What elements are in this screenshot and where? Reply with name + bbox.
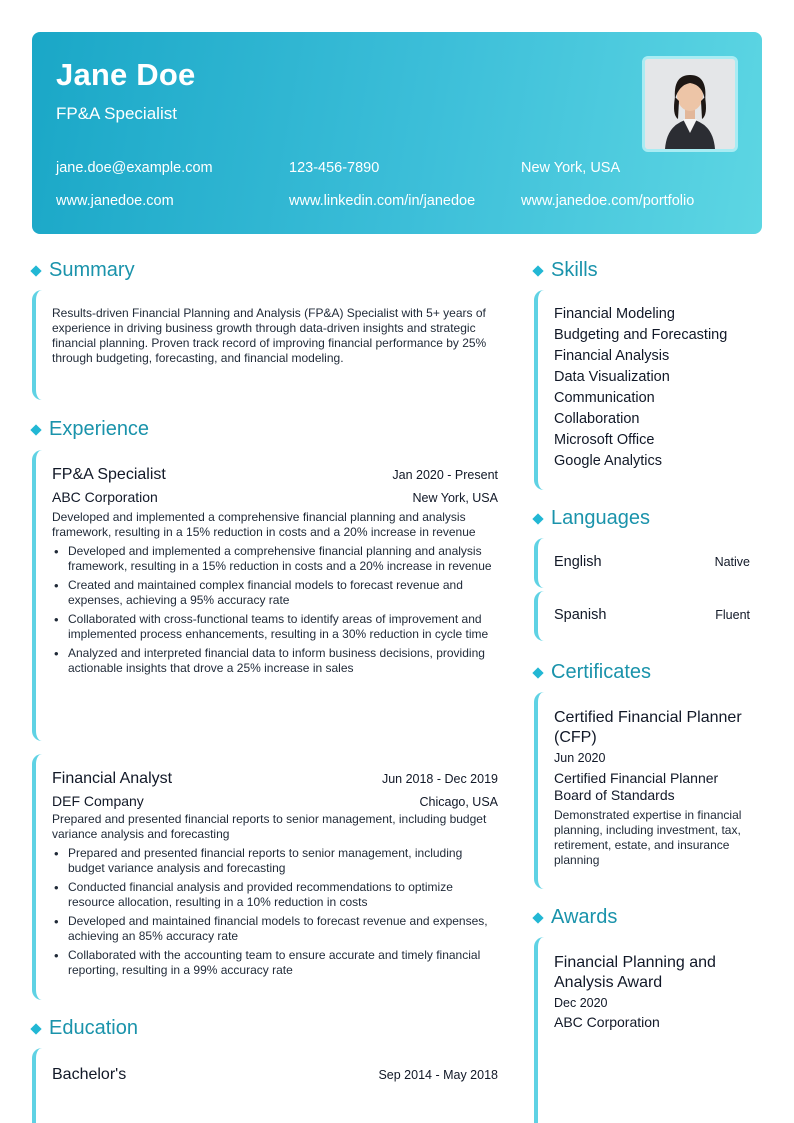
certificate-issuer: Certified Financial Planner Board of Standards <box>554 770 719 803</box>
summary-heading: Summary <box>32 259 135 282</box>
job-bullet: • Prepared and presented financial reports to senior management, including budget variance analysis and forecasting <box>52 846 498 876</box>
diamond-icon <box>30 424 41 435</box>
education-heading: Education <box>32 1017 138 1040</box>
skill-item: Collaboration <box>554 411 640 427</box>
skill-item: Google Analytics <box>554 453 663 469</box>
skill-item: Microsoft Office <box>554 432 655 448</box>
job-bullet: • Collaborated with the accounting team to ensure accurate and timely financial reporting, resulting in a 99% accuracy rate <box>52 948 498 978</box>
language-level: Native <box>714 555 750 569</box>
job-bullet: • Conducted financial analysis and provided recommendations to optimize resource allocation, resulting in a 10% reduction in costs <box>52 880 498 910</box>
linkedin-link[interactable]: www.linkedin.com/in/janedoe <box>289 193 476 209</box>
languages-heading: Languages <box>534 507 650 530</box>
job-bullet: • Developed and implemented a comprehensive financial planning and analysis framework, resulting in a 15% reduction in costs and a 20% increase in revenue <box>52 544 498 574</box>
profile-photo <box>642 56 738 152</box>
award-name: Financial Planning and Analysis Award <box>554 954 716 991</box>
skill-item: Financial Modeling <box>554 306 675 322</box>
certificate-item <box>534 692 762 889</box>
profile-photo-image <box>645 59 735 149</box>
company-name: ABC Corporation <box>52 489 158 505</box>
skills-heading: Skills <box>534 259 598 282</box>
language-name: English <box>554 554 602 570</box>
certificate-description: Demonstrated expertise in financial planning, including investment, tax, retirement, estate, and insurance planning <box>554 808 742 867</box>
skill-item: Communication <box>554 390 655 406</box>
resume-header <box>32 32 762 234</box>
experience-heading: Experience <box>32 418 149 441</box>
job-title: Financial Analyst <box>52 770 173 787</box>
certificate-date: Jun 2020 <box>554 751 606 765</box>
awards-heading: Awards <box>534 906 617 929</box>
diamond-icon <box>30 1023 41 1034</box>
job-dates: Jun 2018 - Dec 2019 <box>381 772 498 786</box>
job-bullet: • Created and maintained complex financial models to forecast revenue and expenses, achieving a 95% accuracy rate <box>52 578 498 608</box>
candidate-name: Jane Doe <box>56 57 196 92</box>
experience-item <box>32 450 502 741</box>
job-title: FP&A Specialist <box>52 466 166 483</box>
job-dates: Jan 2020 - Present <box>392 468 498 482</box>
skills-block <box>534 290 762 490</box>
email-link[interactable]: jane.doe@example.com <box>56 160 213 176</box>
website-link[interactable]: www.janedoe.com <box>56 193 174 209</box>
award-date: Dec 2020 <box>554 996 608 1010</box>
summary-text: Results-driven Financial Planning and Analysis (FP&A) Specialist with 5+ years of experience in driving business growth through data-driven insights and strategic financial planning. Proven track record of improving financial performance by 25% through budgeting, forecasting, and financial modeling. <box>52 306 487 365</box>
job-bullet: • Analyzed and interpreted financial data to inform business decisions, providing actionable insights that drove a 25% increase in sales <box>52 646 498 676</box>
language-name: Spanish <box>554 607 607 623</box>
diamond-icon <box>30 265 41 276</box>
job-description: Prepared and presented financial reports to senior management, including budget variance analysis and forecasting <box>52 812 487 841</box>
diamond-icon <box>532 513 543 524</box>
company-name: DEF Company <box>52 793 144 809</box>
certificate-name: Certified Financial Planner (CFP) <box>554 709 742 746</box>
job-bullets <box>52 846 498 978</box>
diamond-icon <box>532 265 543 276</box>
award-issuer: ABC Corporation <box>554 1014 660 1030</box>
location-text: New York, USA <box>521 160 621 176</box>
portfolio-link[interactable]: www.janedoe.com/portfolio <box>521 193 695 209</box>
certificates-heading: Certificates <box>534 661 651 684</box>
education-dates: Sep 2014 - May 2018 <box>378 1068 498 1082</box>
job-bullet: • Developed and maintained financial models to forecast revenue and expenses, achieving an 85% accuracy rate <box>52 914 498 944</box>
diamond-icon <box>532 912 543 923</box>
phone-text: 123-456-7890 <box>289 160 380 176</box>
language-item <box>534 538 762 588</box>
degree-name: Bachelor's <box>52 1066 127 1083</box>
job-location: Chicago, USA <box>419 795 498 809</box>
summary-block <box>32 290 502 400</box>
candidate-title: FP&A Specialist <box>56 104 177 123</box>
job-location: New York, USA <box>412 491 498 505</box>
skill-item: Budgeting and Forecasting <box>554 327 728 343</box>
language-item <box>534 591 762 641</box>
job-bullets <box>52 544 498 676</box>
job-bullet: • Collaborated with cross-functional teams to identify areas of improvement and implemented process enhancements, resulting in a 30% reduction in cycle time <box>52 612 498 642</box>
skill-item: Data Visualization <box>554 369 670 385</box>
education-item <box>32 1048 502 1123</box>
diamond-icon <box>532 667 543 678</box>
language-level: Fluent <box>715 608 750 622</box>
award-item <box>534 937 762 1123</box>
skill-item: Financial Analysis <box>554 348 670 364</box>
job-description: Developed and implemented a comprehensive financial planning and analysis framework, resulting in a 15% reduction in costs and a 20% increase in revenue <box>52 510 476 539</box>
experience-item <box>32 754 502 1000</box>
